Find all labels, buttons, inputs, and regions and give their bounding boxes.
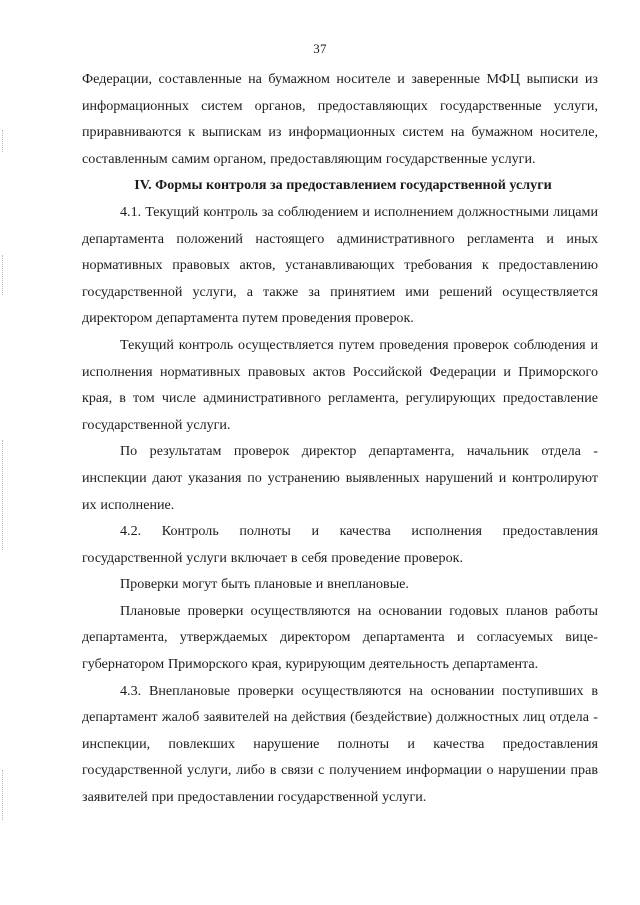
scan-edge-mark [2,255,4,295]
document-body [82,66,598,811]
paragraph-4-1: 4.1. Текущий контроль за соблюдением и исполнением должностными лицами департамента положений настоящего административного регламента и иных нормативных правовых актов, устанавливающих требования к предоставлению государственной услуги, а также за принятием ими решений осуществляется директором департамента путем проведения проверок. [82,203,598,327]
paragraph-current-control: Текущий контроль осуществляется путем проведения проверок соблюдения и исполнения нормативных правовых актов Российской Федерации и Приморского края, в том числе административного регламента, регулирующих предоставление государственной услуги. [82,336,598,433]
scan-edge-mark [2,440,4,550]
paragraph-continuation: Федерации, составленные на бумажном носителе и заверенные МФЦ выписки из информационных систем органов, предоставляющих государственные услуги, приравниваются к выпискам из информационных систем на бумажном носителе, составленным самим органом, предоставляющим государственные услуги. [82,71,598,167]
paragraph-planned-inspections: Плановые проверки осуществляются на основании годовых планов работы департамента, утверждаемых директором департамента и согласуемых вице-губернатором Приморского края, курирующим деятельность департамента. [82,602,598,673]
page-number: 37 [313,41,327,56]
section-heading: IV. Формы контроля за предоставлением государственной услуги [134,177,552,194]
scan-edge-mark [2,770,4,820]
scan-edge-mark [2,130,4,152]
paragraph-inspection-results: По результатам проверок директор департамента, начальник отдела - инспекции дают указания по устранению выявленных нарушений и контролируют их исполнение. [82,443,598,513]
paragraph-inspection-types: Проверки могут быть плановые и внеплановые. [120,576,409,593]
paragraph-4-2: 4.2. Контроль полноты и качества исполнения предоставления государственной услуги включает в себя проведение проверок. [82,523,598,566]
paragraph-4-3: 4.3. Внеплановые проверки осуществляются на основании поступивших в департамент жалоб заявителей на действия (бездействие) должностных лиц отдела - инспекции, повлекших нарушение полноты и качества предоставления государственной услуги, либо в связи с получением информации о нарушении прав заявителей при предоставлении государственной услуги. [82,682,598,806]
